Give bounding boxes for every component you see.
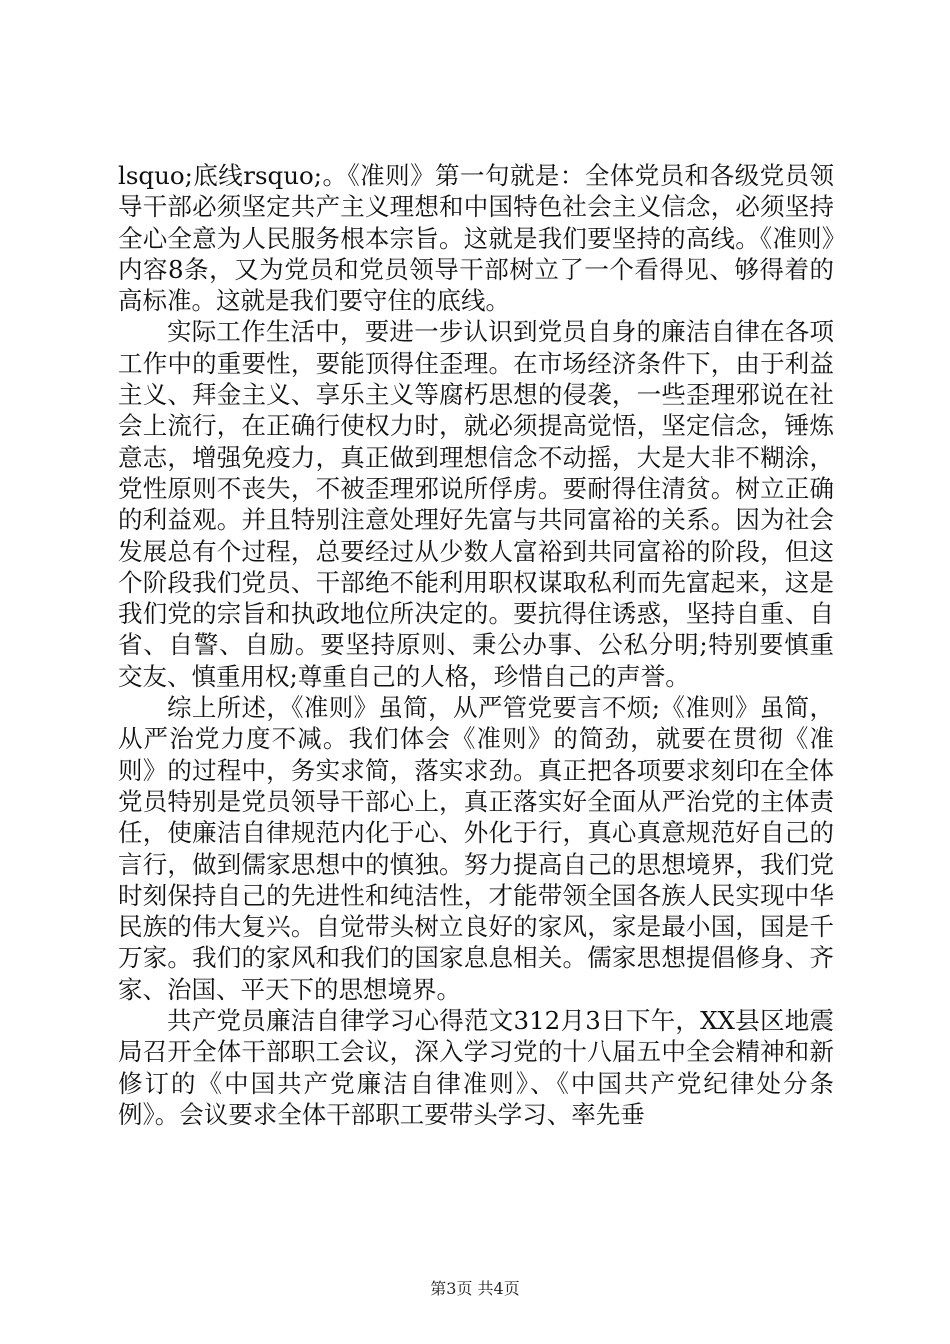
paragraph-4: 共产党员廉洁自律学习心得范文312月3日下午，XX县区地震局召开全体干部职工会议，深入学习党的十八届五中全会精神和新修订的《中国共产党廉洁自律准则》、《中国共产党纪律处分条例》。会议要求全体干部职工要带头学习、率先垂 (118, 1006, 834, 1129)
paragraph-3: 综上所述，《准则》虽简，从严管党要言不烦;《准则》虽简，从严治党力度不减。我们体会《准则》的简劲，就要在贯彻《准则》的过程中，务实求简，落实求劲。真正把各项要求刻印在全体党员特别是党员领导干部心上，真正落实好全面从严治党的主体责任，使廉洁自律规范内化于心、外化于行，真心真意规范好自己的言行，做到儒家思想中的慎独。努力提高自己的思想境界，我们党时刻保持自己的先进性和纯洁性，才能带领全国各族人民实现中华民族的伟大复兴。自觉带头树立良好的家风，家是最小国，国是千万家。我们的家风和我们的国家息息相关。儒家思想提倡修身、齐家、治国、平天下的思想境界。 (118, 693, 834, 1004)
page-number-footer: 第3页 共4页 (430, 1279, 520, 1298)
paragraph-1: lsquo;底线rsquo;。《准则》第一句就是：全体党员和各级党员领导干部必须坚定共产主义理想和中国特色社会主义信念，必须坚持全心全意为人民服务根本宗旨。这就是我们要坚持的高线。《准则》内容8条，又为党员和党员领导干部树立了一个看得见、够得着的高标准。这就是我们要守住的底线。 (118, 161, 834, 316)
paragraph-2: 实际工作生活中，要进一步认识到党员自身的廉洁自律在各项工作中的重要性，要能顶得住歪理。在市场经济条件下，由于利益主义、拜金主义、享乐主义等腐朽思想的侵袭，一些歪理邪说在社会上流行，在正确行使权力时，就必须提高觉悟，坚定信念，锤炼意志，增强免疫力，真正做到理想信念不动摇，大是大非不糊涂，党性原则不丧失，不被歪理邪说所俘虏。要耐得住清贫。树立正确的利益观。并且特别注意处理好先富与共同富裕的关系。因为社会发展总有个过程，总要经过从少数人富裕到共同富裕的阶段，但这个阶段我们党员、干部绝不能利用职权谋取私利而先富起来，这是我们党的宗旨和执政地位所决定的。要抗得住诱惑，坚持自重、自省、自警、自励。要坚持原则、秉公办事、公私分明;特别要慎重交友、慎重用权;尊重自己的人格，珍惜自己的声誉。 (118, 317, 834, 691)
body-text (118, 160, 834, 1130)
